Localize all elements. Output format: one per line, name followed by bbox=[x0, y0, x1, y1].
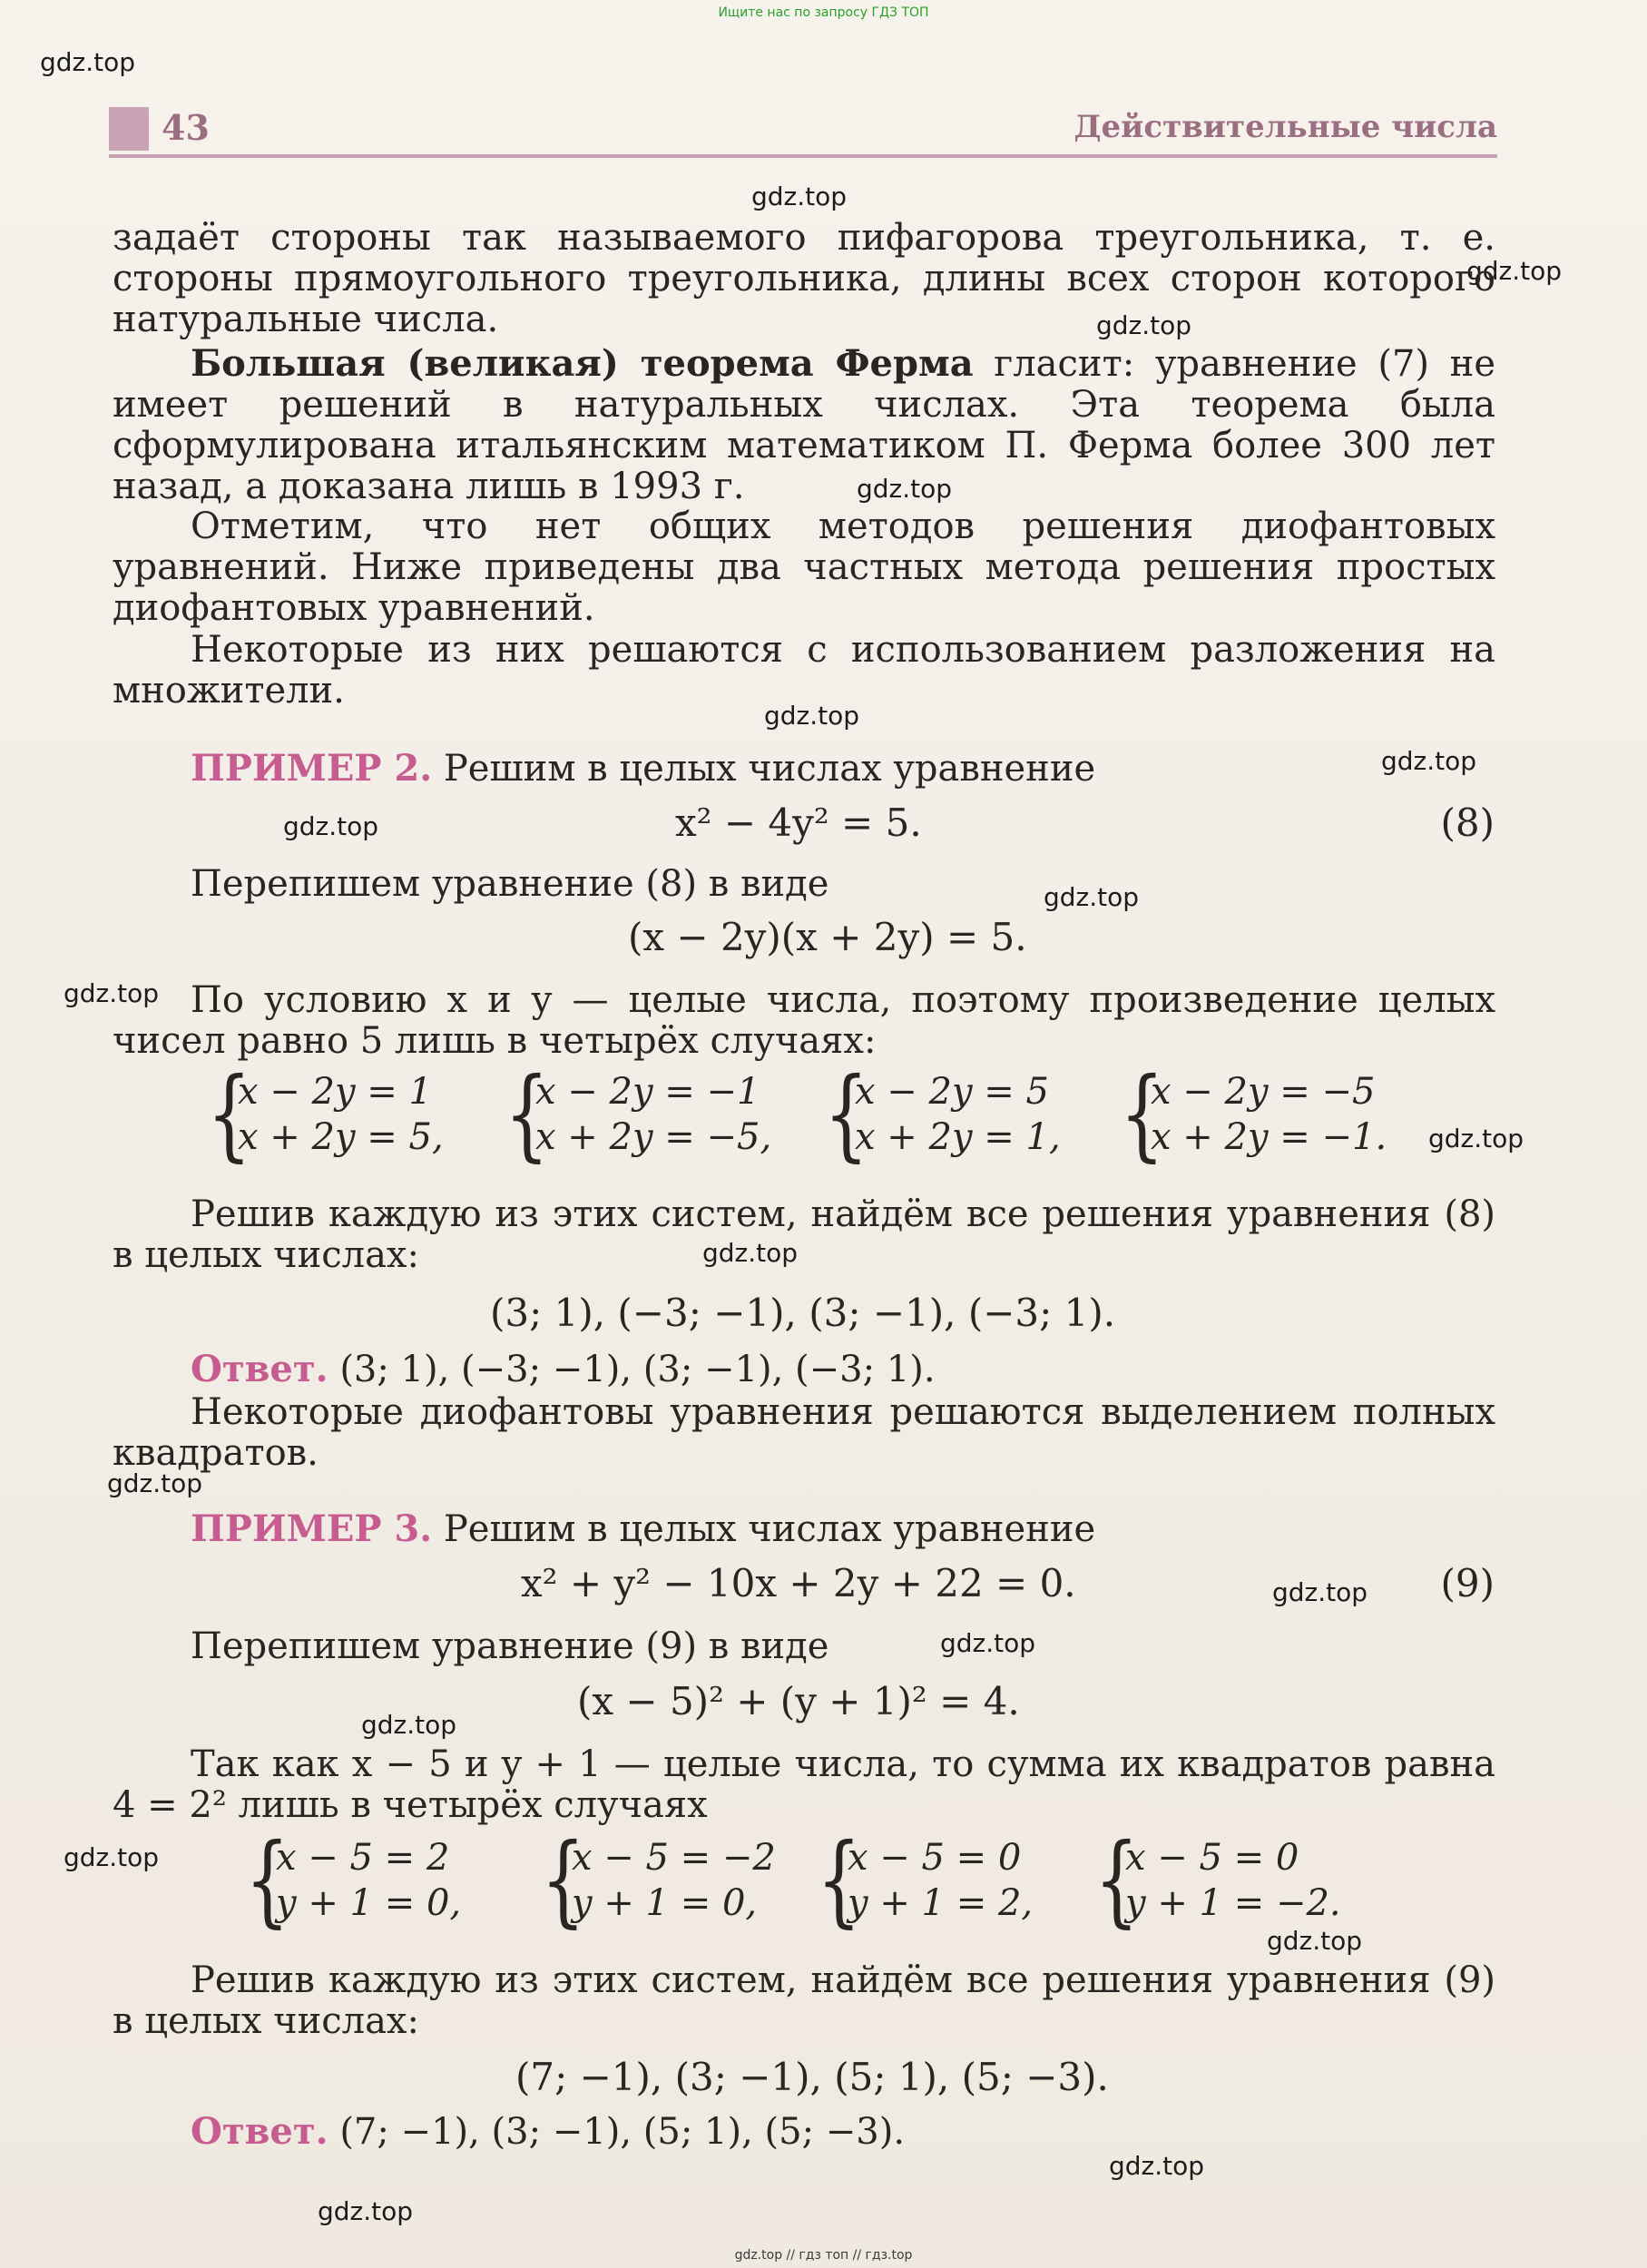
watermark: gdz.top bbox=[1044, 882, 1140, 912]
system-brace: { bbox=[505, 1055, 549, 1172]
system-brace: { bbox=[207, 1055, 251, 1172]
watermark: gdz.top bbox=[702, 1238, 799, 1268]
system-line: y + 1 = −2. bbox=[1125, 1882, 1341, 1924]
example3-condition: Так как x − 5 и y + 1 — целые числа, то сумма их квадратов равна 4 = 2² лишь в четырёх случаях bbox=[113, 1743, 1495, 1826]
equation-8: x² − 4y² = 5. bbox=[675, 800, 922, 845]
paragraph-factoring: Некоторые из них решаются с использованием разложения на множители. bbox=[113, 629, 1495, 712]
equation-9: x² + y² − 10x + 2y + 22 = 0. bbox=[521, 1561, 1076, 1605]
system-brace: { bbox=[1120, 1055, 1164, 1172]
system-line: x + 2y = −1. bbox=[1151, 1116, 1387, 1158]
system-brace: { bbox=[245, 1821, 289, 1938]
system-line: x − 5 = −2 bbox=[572, 1837, 776, 1879]
header-rule bbox=[109, 154, 1497, 158]
equation-9-squared: (x − 5)² + (y + 1)² = 4. bbox=[577, 1679, 1020, 1723]
watermark: gdz.top bbox=[764, 701, 860, 731]
system-line: x − 5 = 0 bbox=[1125, 1837, 1299, 1879]
example3-answer bbox=[113, 2111, 1495, 2153]
page-header bbox=[109, 102, 1497, 156]
watermark: gdz.top bbox=[107, 1468, 203, 1498]
watermark: gdz.top bbox=[40, 47, 136, 77]
watermark: gdz.top bbox=[1381, 746, 1477, 776]
watermark: gdz.top bbox=[1428, 1124, 1524, 1154]
watermark: gdz.top bbox=[318, 2196, 414, 2226]
system-line: x − 2y = −5 bbox=[1151, 1071, 1376, 1113]
system-line: y + 1 = 0, bbox=[572, 1882, 758, 1924]
system-line: x + 2y = 5, bbox=[238, 1116, 444, 1158]
example3-rewrite: Перепишем уравнение (9) в виде bbox=[191, 1625, 829, 1667]
system-brace: { bbox=[817, 1821, 861, 1938]
chapter-title: Действительные числа bbox=[1073, 109, 1497, 145]
system-line: y + 1 = 2, bbox=[848, 1882, 1034, 1924]
watermark: gdz.top bbox=[857, 474, 953, 504]
system-brace: { bbox=[824, 1055, 868, 1172]
watermark: gdz.top bbox=[751, 182, 848, 211]
example2-label: ПРИМЕР 2. bbox=[191, 747, 433, 790]
example2-text: Решим в целых числах уравнение bbox=[432, 748, 1096, 790]
example3-text: Решим в целых числах уравнение bbox=[432, 1508, 1096, 1550]
top-note: Ищите нас по запросу ГДЗ ТОП bbox=[718, 5, 929, 20]
watermark: gdz.top bbox=[361, 1710, 457, 1740]
watermark: gdz.top bbox=[1096, 310, 1192, 340]
example3-label: ПРИМЕР 3. bbox=[191, 1507, 433, 1550]
fermat-text: гласит: уравнение (7) не имеет решений в натуральных числах. Эта теорема была сформулирована итальянским математиком П. Ферма более 300 лет назад, а доказана лишь в 1993 г. bbox=[113, 343, 1495, 507]
answer-label: Ответ. bbox=[191, 2110, 328, 2153]
equation-8-factored: (x − 2y)(x + 2y) = 5. bbox=[628, 915, 1027, 959]
watermark: gdz.top bbox=[283, 811, 379, 841]
system-brace: { bbox=[1094, 1821, 1139, 1938]
example3-solve-text: Решив каждую из этих систем, найдём все решения уравнения (9) в целых числах: bbox=[113, 1959, 1495, 2042]
answer-label: Ответ. bbox=[191, 1348, 328, 1390]
paragraph-fermat bbox=[113, 343, 1495, 507]
fermat-term: Большая (великая) теорема Ферма bbox=[191, 342, 974, 385]
example2-rewrite: Перепишем уравнение (8) в виде bbox=[191, 863, 829, 905]
example3-solutions: (7; −1), (3; −1), (5; 1), (5; −3). bbox=[515, 2055, 1109, 2099]
system-brace: { bbox=[541, 1821, 585, 1938]
watermark: gdz.top bbox=[64, 978, 160, 1008]
system-line: x − 2y = 5 bbox=[855, 1071, 1049, 1113]
answer-values: (7; −1), (3; −1), (5; 1), (5; −3). bbox=[339, 2111, 906, 2153]
paragraph-no-general-methods: Отметим, что нет общих методов решения диофантовых уравнений. Ниже приведены два частных метода решения простых диофантовых уравнений. bbox=[113, 506, 1495, 629]
system-line: x − 5 = 0 bbox=[848, 1837, 1022, 1879]
paragraph-complete-squares: Некоторые диофантовы уравнения решаются выделением полных квадратов. bbox=[113, 1391, 1495, 1474]
example2-answer bbox=[113, 1349, 1495, 1390]
system-line: x − 2y = 1 bbox=[238, 1071, 432, 1113]
answer-values: (3; 1), (−3; −1), (3; −1), (−3; 1). bbox=[339, 1349, 936, 1390]
watermark: gdz.top bbox=[1109, 2151, 1205, 2181]
example2-condition: По условию x и y — целые числа, поэтому произведение целых чисел равно 5 лишь в четырёх случаях: bbox=[113, 979, 1495, 1062]
watermark: gdz.top bbox=[1272, 1577, 1368, 1607]
watermark: gdz.top bbox=[64, 1842, 160, 1872]
paragraph-pythagorean: задаёт стороны так называемого пифагорова треугольника, т. е. стороны прямоугольного треугольника, длины всех сторон которого натуральные числа. bbox=[113, 217, 1495, 340]
system-line: x − 2y = −1 bbox=[535, 1071, 760, 1113]
example2-solutions: (3; 1), (−3; −1), (3; −1), (−3; 1). bbox=[490, 1291, 1116, 1335]
system-line: x + 2y = 1, bbox=[855, 1116, 1061, 1158]
example2-solve-text: Решив каждую из этих систем, найдём все решения уравнения (8) в целых числах: bbox=[113, 1193, 1495, 1276]
system-line: x + 2y = −5, bbox=[535, 1116, 772, 1158]
page-number: 43 bbox=[162, 107, 210, 148]
bottom-note: gdz.top // гдз топ // гдз.top bbox=[734, 2248, 913, 2263]
system-line: y + 1 = 0, bbox=[276, 1882, 462, 1924]
equation-8-number: (8) bbox=[1440, 800, 1495, 845]
watermark: gdz.top bbox=[1267, 1926, 1363, 1956]
header-marker bbox=[109, 107, 149, 151]
watermark: gdz.top bbox=[940, 1628, 1036, 1658]
example2-heading bbox=[113, 748, 1495, 790]
equation-9-number: (9) bbox=[1440, 1561, 1495, 1605]
watermark: gdz.top bbox=[1466, 256, 1563, 286]
example3-heading bbox=[113, 1508, 1495, 1550]
system-line: x − 5 = 2 bbox=[276, 1837, 450, 1879]
